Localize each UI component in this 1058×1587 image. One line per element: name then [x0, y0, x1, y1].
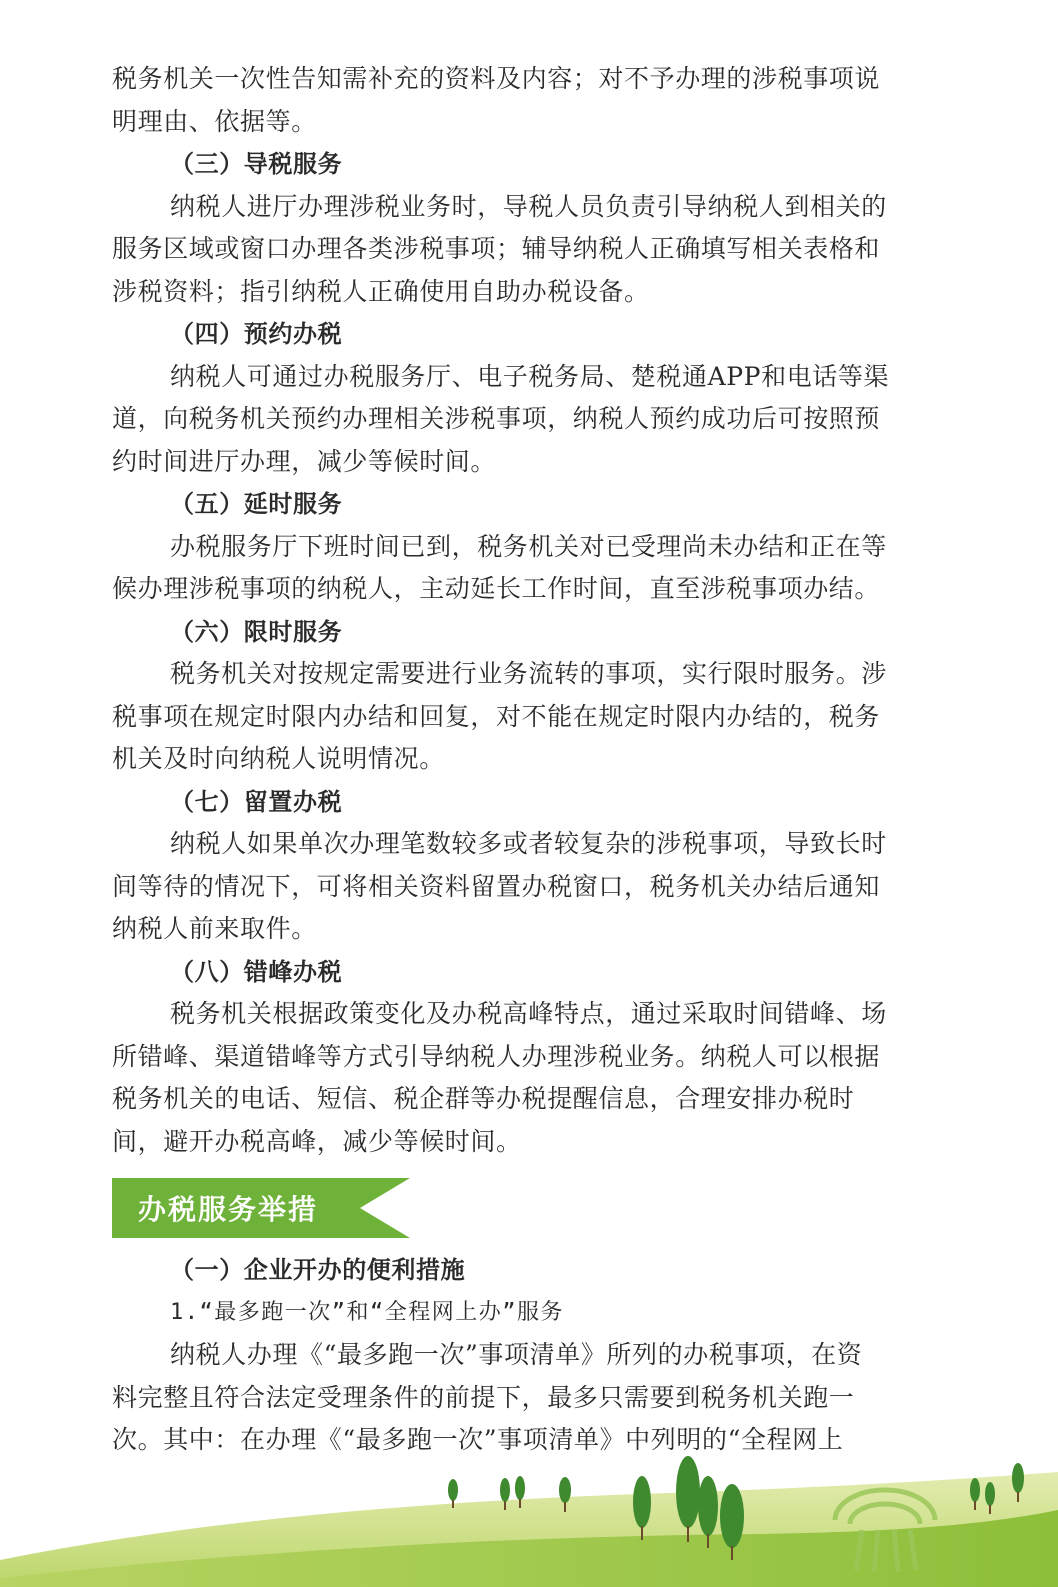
paragraph-first-line: 税务机关对按规定需要进行业务流转的事项，实行限时服务。涉	[170, 659, 887, 688]
section-heading: （七）留置办税	[170, 787, 343, 816]
paragraph-first-line: 税务机关根据政策变化及办税高峰特点，通过采取时间错峰、场	[170, 999, 887, 1028]
paragraph-line: 候办理涉税事项的纳税人，主动延长工作时间，直至涉税事项办结。	[112, 574, 881, 603]
paragraph-line: 服务区域或窗口办理各类涉税事项；辅导纳税人正确填写相关表格和	[112, 234, 881, 263]
body-text-bottom	[112, 1249, 942, 1462]
paragraph-line: 税事项在规定时限内办结和回复，对不能在规定时限内办结的，税务	[112, 701, 881, 731]
paragraph-first-line: 办税服务厅下班时间已到，税务机关对已受理尚未办结和正在等	[170, 531, 887, 561]
section-banner	[112, 1178, 412, 1238]
landscape-decoration	[0, 1450, 1058, 1587]
paragraph-line: 间，避开办税高峰，减少等候时间。	[112, 1126, 522, 1156]
section-heading: （六）限时服务	[170, 617, 343, 646]
paragraph-line: 机关及时向纳税人说明情况。	[112, 744, 445, 773]
paragraph-line: 涉税资料；指引纳税人正确使用自助办税设备。	[112, 276, 650, 306]
body-text-top	[112, 58, 942, 1163]
paragraph-line: 间等待的情况下，可将相关资料留置办税窗口，税务机关办结后通知	[112, 871, 881, 901]
paragraph-line: 明理由、依据等。	[112, 106, 317, 136]
paragraph-line: 税务机关一次性告知需补充的资料及内容；对不予办理的涉税事项说	[112, 64, 881, 93]
paragraph-line: 料完整且符合法定受理条件的前提下，最多只需要到税务机关跑一	[112, 1382, 855, 1412]
paragraph-first-line: 纳税人进厅办理涉税业务时，导税人员负责引导纳税人到相关的	[170, 191, 887, 221]
paragraph-line: 次。其中：在办理《“最多跑一次”事项清单》中列明的“全程网上	[112, 1425, 844, 1454]
paragraph-first-line: 纳税人可通过办税服务厅、电子税务局、楚税通APP和电话等渠	[170, 361, 890, 391]
section-heading: （三）导税服务	[170, 150, 343, 178]
paragraph-line: 约时间进厅办理，减少等候时间。	[112, 446, 497, 476]
section-heading: （八）错峰办税	[170, 957, 343, 986]
paragraph-line: 纳税人前来取件。	[112, 914, 317, 943]
paragraph-line: 道，向税务机关预约办理相关涉税事项，纳税人预约成功后可按照预	[112, 404, 881, 433]
paragraph-first-line: 纳税人如果单次办理笔数较多或者较复杂的涉税事项，导致长时	[170, 829, 887, 858]
paragraph-line: 所错峰、渠道错峰等方式引导纳税人办理涉税业务。纳税人可以根据	[112, 1041, 881, 1071]
section-heading: （四）预约办税	[170, 320, 343, 348]
section-heading: （一）企业开办的便利措施	[170, 1256, 466, 1284]
sub-item-title: 1.“最多跑一次”和“全程网上办”服务	[170, 1299, 564, 1325]
paragraph-first-line: 纳税人办理《“最多跑一次”事项清单》所列的办税事项，在资	[170, 1340, 863, 1369]
section-banner-title: 办税服务举措	[138, 1193, 319, 1226]
section-heading: （五）延时服务	[170, 490, 343, 518]
paragraph-line: 税务机关的电话、短信、税企群等办税提醒信息，合理安排办税时	[112, 1084, 855, 1113]
